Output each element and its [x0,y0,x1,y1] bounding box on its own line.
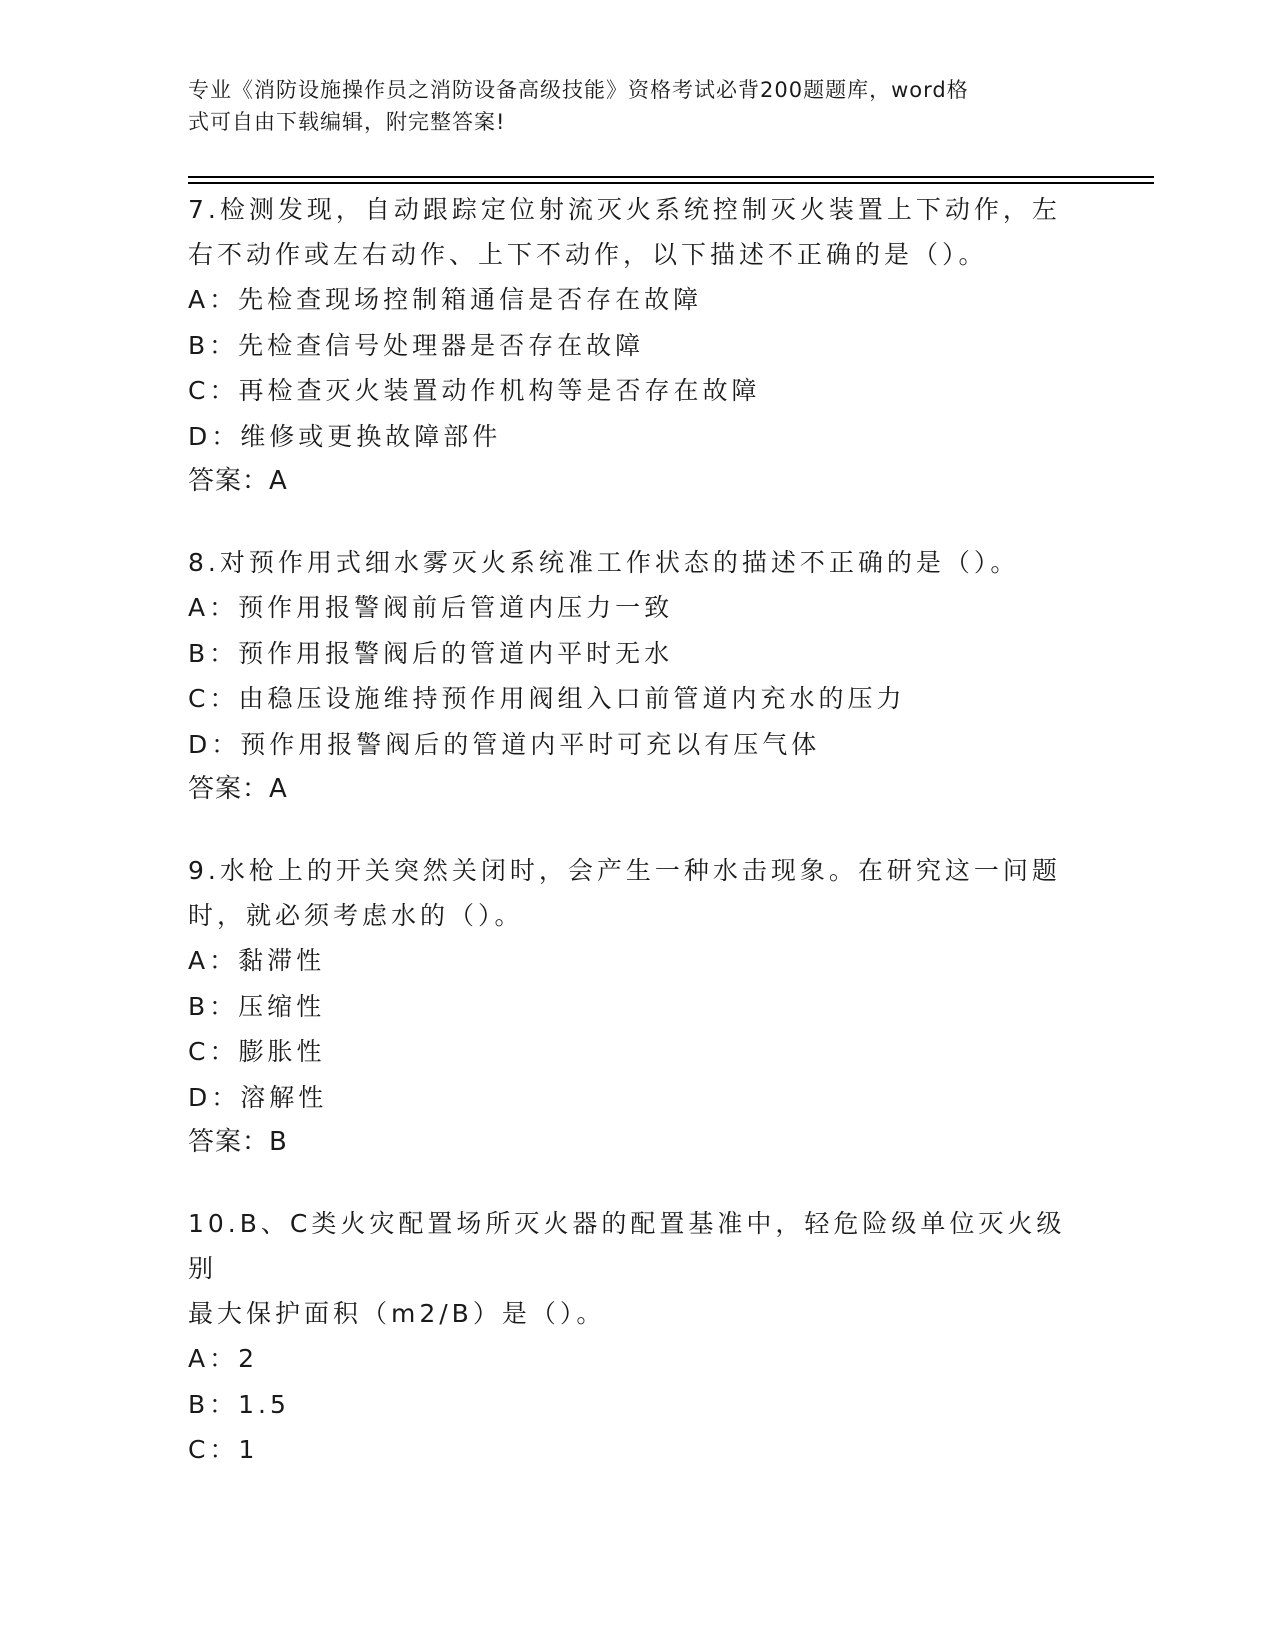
header-divider-bottom [188,182,1154,184]
question-stem-line: 右不动作或左右动作、上下不动作，以下描述不正确的是（）。 [188,240,988,269]
option-b: B：压缩性 [188,991,326,1021]
question-stem-line: 10.B、C类火灾配置场所灭火器的配置基准中，轻危险级单位灭火级别 [188,1209,1066,1283]
question-10 [188,1201,1088,1473]
question-stem-line: 8.对预作用式细水雾灭火系统准工作状态的描述不正确的是（）。 [188,548,1020,577]
option-c: C：膨胀性 [188,1037,326,1066]
option-c: C：再检查灭火装置动作机构等是否存在故障 [188,376,761,405]
question-7 [188,187,1088,504]
question-stem-line: 9.水枪上的开关突然关闭时，会产生一种水击现象。在研究这一问题 [188,856,1061,885]
option-b: B：先检查信号处理器是否存在故障 [188,330,645,360]
answer-line: 答案：B [188,1127,288,1157]
option-d: D：溶解性 [188,1082,328,1112]
option-a: A：黏滞性 [188,946,326,975]
option-d: D：预作用报警阀后的管道内平时可充以有压气体 [188,729,821,759]
question-9 [188,848,1088,1165]
answer-line: 答案：A [188,466,288,496]
question-stem-line: 时，就必须考虑水的（）。 [188,901,524,930]
option-a: A：先检查现场控制箱通信是否存在故障 [188,285,703,314]
option-b: B：预作用报警阀后的管道内平时无水 [188,638,674,668]
option-b: B：1.5 [188,1389,290,1419]
option-c: C：由稳压设施维持预作用阀组入口前管道内充水的压力 [188,684,906,713]
option-d: D：维修或更换故障部件 [188,421,502,451]
option-a: A：2 [188,1344,259,1373]
question-list [188,187,1088,1509]
question-stem-line: 7.检测发现，自动跟踪定位射流灭火系统控制灭火装置上下动作，左 [188,195,1061,224]
question-stem-line: 最大保护面积（m2/B）是（）。 [188,1299,606,1328]
answer-line: 答案：A [188,774,288,804]
option-c: C：1 [188,1435,259,1464]
header-line-2: 式可自由下载编辑，附完整答案! [188,110,506,134]
document-header [188,74,1068,138]
header-line-1: 专业《消防设施操作员之消防设备高级技能》资格考试必背200题题库，word格 [188,78,969,102]
header-divider-top [188,176,1154,178]
question-8 [188,540,1088,812]
option-a: A：预作用报警阀前后管道内压力一致 [188,593,674,622]
